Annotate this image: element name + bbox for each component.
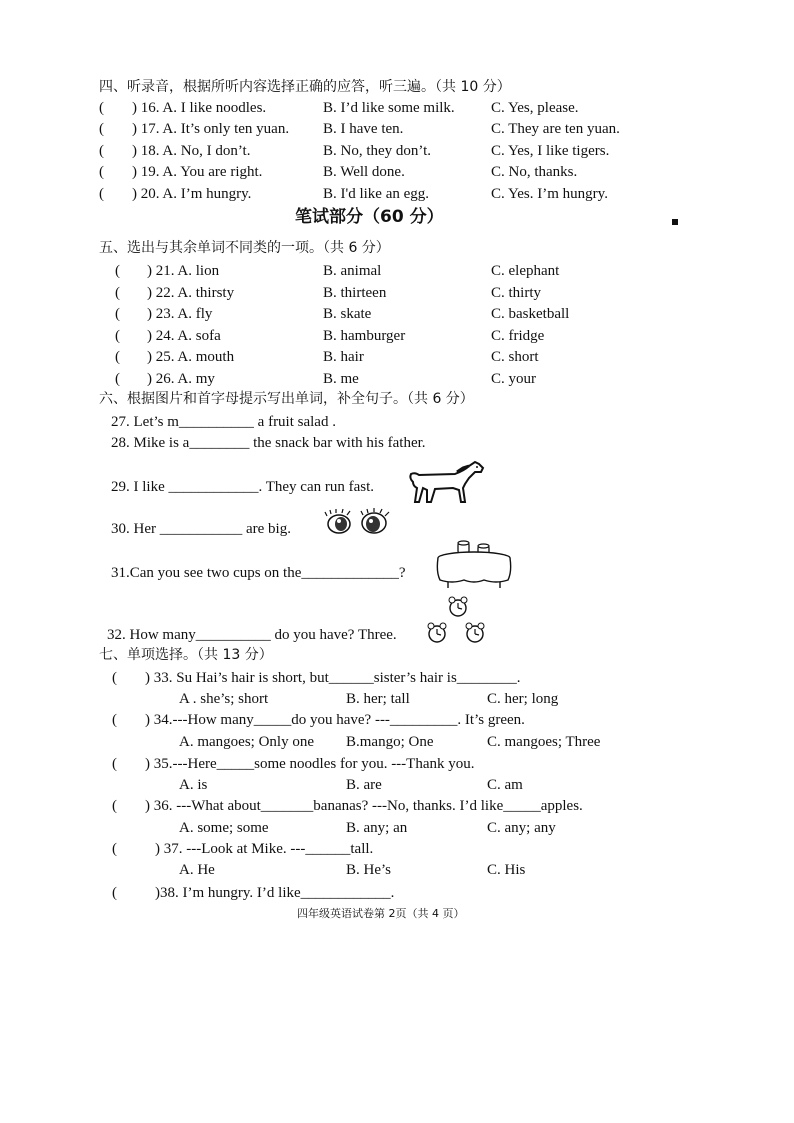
written-part-title: 笔试部分（60 分） <box>295 207 444 227</box>
option-b: B. any; an <box>346 820 408 836</box>
page-footer: 四年级英语试卷第 2页（共 4 页） <box>297 907 465 920</box>
bracket[interactable]: ( <box>99 100 104 116</box>
option-c: C. No, thanks. <box>491 164 578 180</box>
horse-icon <box>405 458 487 506</box>
question-16: ) 16. A. I like noodles. <box>132 100 267 116</box>
section7-title: 七、单项选择。（共 13 分） <box>99 647 273 663</box>
option-a: A . she’s; short <box>179 691 269 707</box>
bracket[interactable]: ( <box>112 841 117 857</box>
question-27[interactable]: 27. Let’s m__________ a fruit salad . <box>111 414 336 430</box>
question-33: ) 33. Su Hai’s hair is short, but______sister’s hair is________. <box>145 670 521 686</box>
bracket[interactable]: ( <box>115 263 120 279</box>
option-c: C. am <box>487 777 523 793</box>
option-c: C. her; long <box>487 691 559 707</box>
question-31[interactable]: 31.Can you see two cups on the_____________? <box>111 565 406 581</box>
option-c: C. mangoes; Three <box>487 734 601 750</box>
question-21: ) 21. A. lion <box>147 263 220 279</box>
question-20: ) 20. A. I’m hungry. <box>132 186 252 202</box>
bracket[interactable]: ( <box>115 285 120 301</box>
option-b: B. I have ten. <box>323 121 404 137</box>
alarm-clocks-icon <box>423 596 493 648</box>
option-b: B. I'd like an egg. <box>323 186 430 202</box>
bracket[interactable]: ( <box>112 670 117 686</box>
option-b: B. animal <box>323 263 382 279</box>
question-36: ) 36. ---What about_______bananas? ---No, thanks. I’d like_____apples. <box>145 798 583 814</box>
option-b: B. are <box>346 777 382 793</box>
option-b: B. hamburger <box>323 328 406 344</box>
option-a: A. some; some <box>179 820 269 836</box>
bracket[interactable]: ( <box>115 349 120 365</box>
bracket[interactable]: ( <box>112 885 117 901</box>
question-26: ) 26. A. my <box>147 371 215 387</box>
option-b: B. thirteen <box>323 285 387 301</box>
table-with-cups-icon <box>432 540 516 590</box>
option-c: C. His <box>487 862 526 878</box>
question-25: ) 25. A. mouth <box>147 349 235 365</box>
bracket[interactable]: ( <box>99 186 104 202</box>
option-c: C. Yes, please. <box>491 100 579 116</box>
bracket[interactable]: ( <box>112 712 117 728</box>
option-b: B. hair <box>323 349 364 365</box>
question-18: ) 18. A. No, I don’t. <box>132 143 251 159</box>
option-a: A. mangoes; Only one <box>179 734 314 750</box>
option-b: B. No, they don’t. <box>323 143 432 159</box>
bracket[interactable]: ( <box>99 121 104 137</box>
section5-title: 五、选出与其余单词不同类的一项。（共 6 分） <box>99 240 390 256</box>
question-35: ) 35.---Here_____some noodles for you. ---Thank you. <box>145 756 475 772</box>
question-38: )38. I’m hungry. I’d like____________. <box>155 885 395 901</box>
bracket[interactable]: ( <box>115 306 120 322</box>
section4-title: 四、听录音，根据所听内容选择正确的应答，听三遍。（共 10 分） <box>99 79 511 95</box>
option-b: B. skate <box>323 306 372 322</box>
question-23: ) 23. A. fly <box>147 306 213 322</box>
option-b: B. me <box>323 371 359 387</box>
section6-title: 六、根据图片和首字母提示写出单词，补全句子。（共 6 分） <box>99 391 474 407</box>
bracket[interactable]: ( <box>115 371 120 387</box>
question-19: ) 19. A. You are right. <box>132 164 263 180</box>
question-28[interactable]: 28. Mike is a________ the snack bar with his father. <box>111 435 426 451</box>
bracket[interactable]: ( <box>99 143 104 159</box>
option-b: B.mango; One <box>346 734 434 750</box>
option-c: C. fridge <box>491 328 545 344</box>
option-c: C. They are ten yuan. <box>491 121 620 137</box>
option-b: B. her; tall <box>346 691 410 707</box>
option-a: A. is <box>179 777 208 793</box>
question-17: ) 17. A. It’s only ten yuan. <box>132 121 290 137</box>
option-c: C. elephant <box>491 263 560 279</box>
option-b: B. Well done. <box>323 164 405 180</box>
option-c: C. basketball <box>491 306 570 322</box>
question-34: ) 34.---How many_____do you have? ---_________. It’s green. <box>145 712 525 728</box>
question-30[interactable]: 30. Her ___________ are big. <box>111 521 291 537</box>
question-24: ) 24. A. sofa <box>147 328 221 344</box>
bracket[interactable]: ( <box>115 328 120 344</box>
bracket[interactable]: ( <box>112 798 117 814</box>
option-c: C. your <box>491 371 536 387</box>
option-c: C. Yes. I’m hungry. <box>491 186 608 202</box>
option-a: A. He <box>179 862 215 878</box>
option-c: C. thirty <box>491 285 542 301</box>
square-bullet-icon <box>672 219 678 225</box>
option-b: B. He’s <box>346 862 391 878</box>
option-c: C. any; any <box>487 820 556 836</box>
bracket[interactable]: ( <box>99 164 104 180</box>
bracket[interactable]: ( <box>112 756 117 772</box>
option-b: B. I’d like some milk. <box>323 100 455 116</box>
option-c: C. short <box>491 349 539 365</box>
option-c: C. Yes, I like tigers. <box>491 143 610 159</box>
question-32[interactable]: 32. How many__________ do you have? Three. <box>107 627 397 643</box>
question-29[interactable]: 29. I like ____________. They can run fast. <box>111 479 375 495</box>
eyes-icon <box>322 506 394 540</box>
question-37: ) 37. ---Look at Mike. ---______tall. <box>155 841 374 857</box>
question-22: ) 22. A. thirsty <box>147 285 235 301</box>
